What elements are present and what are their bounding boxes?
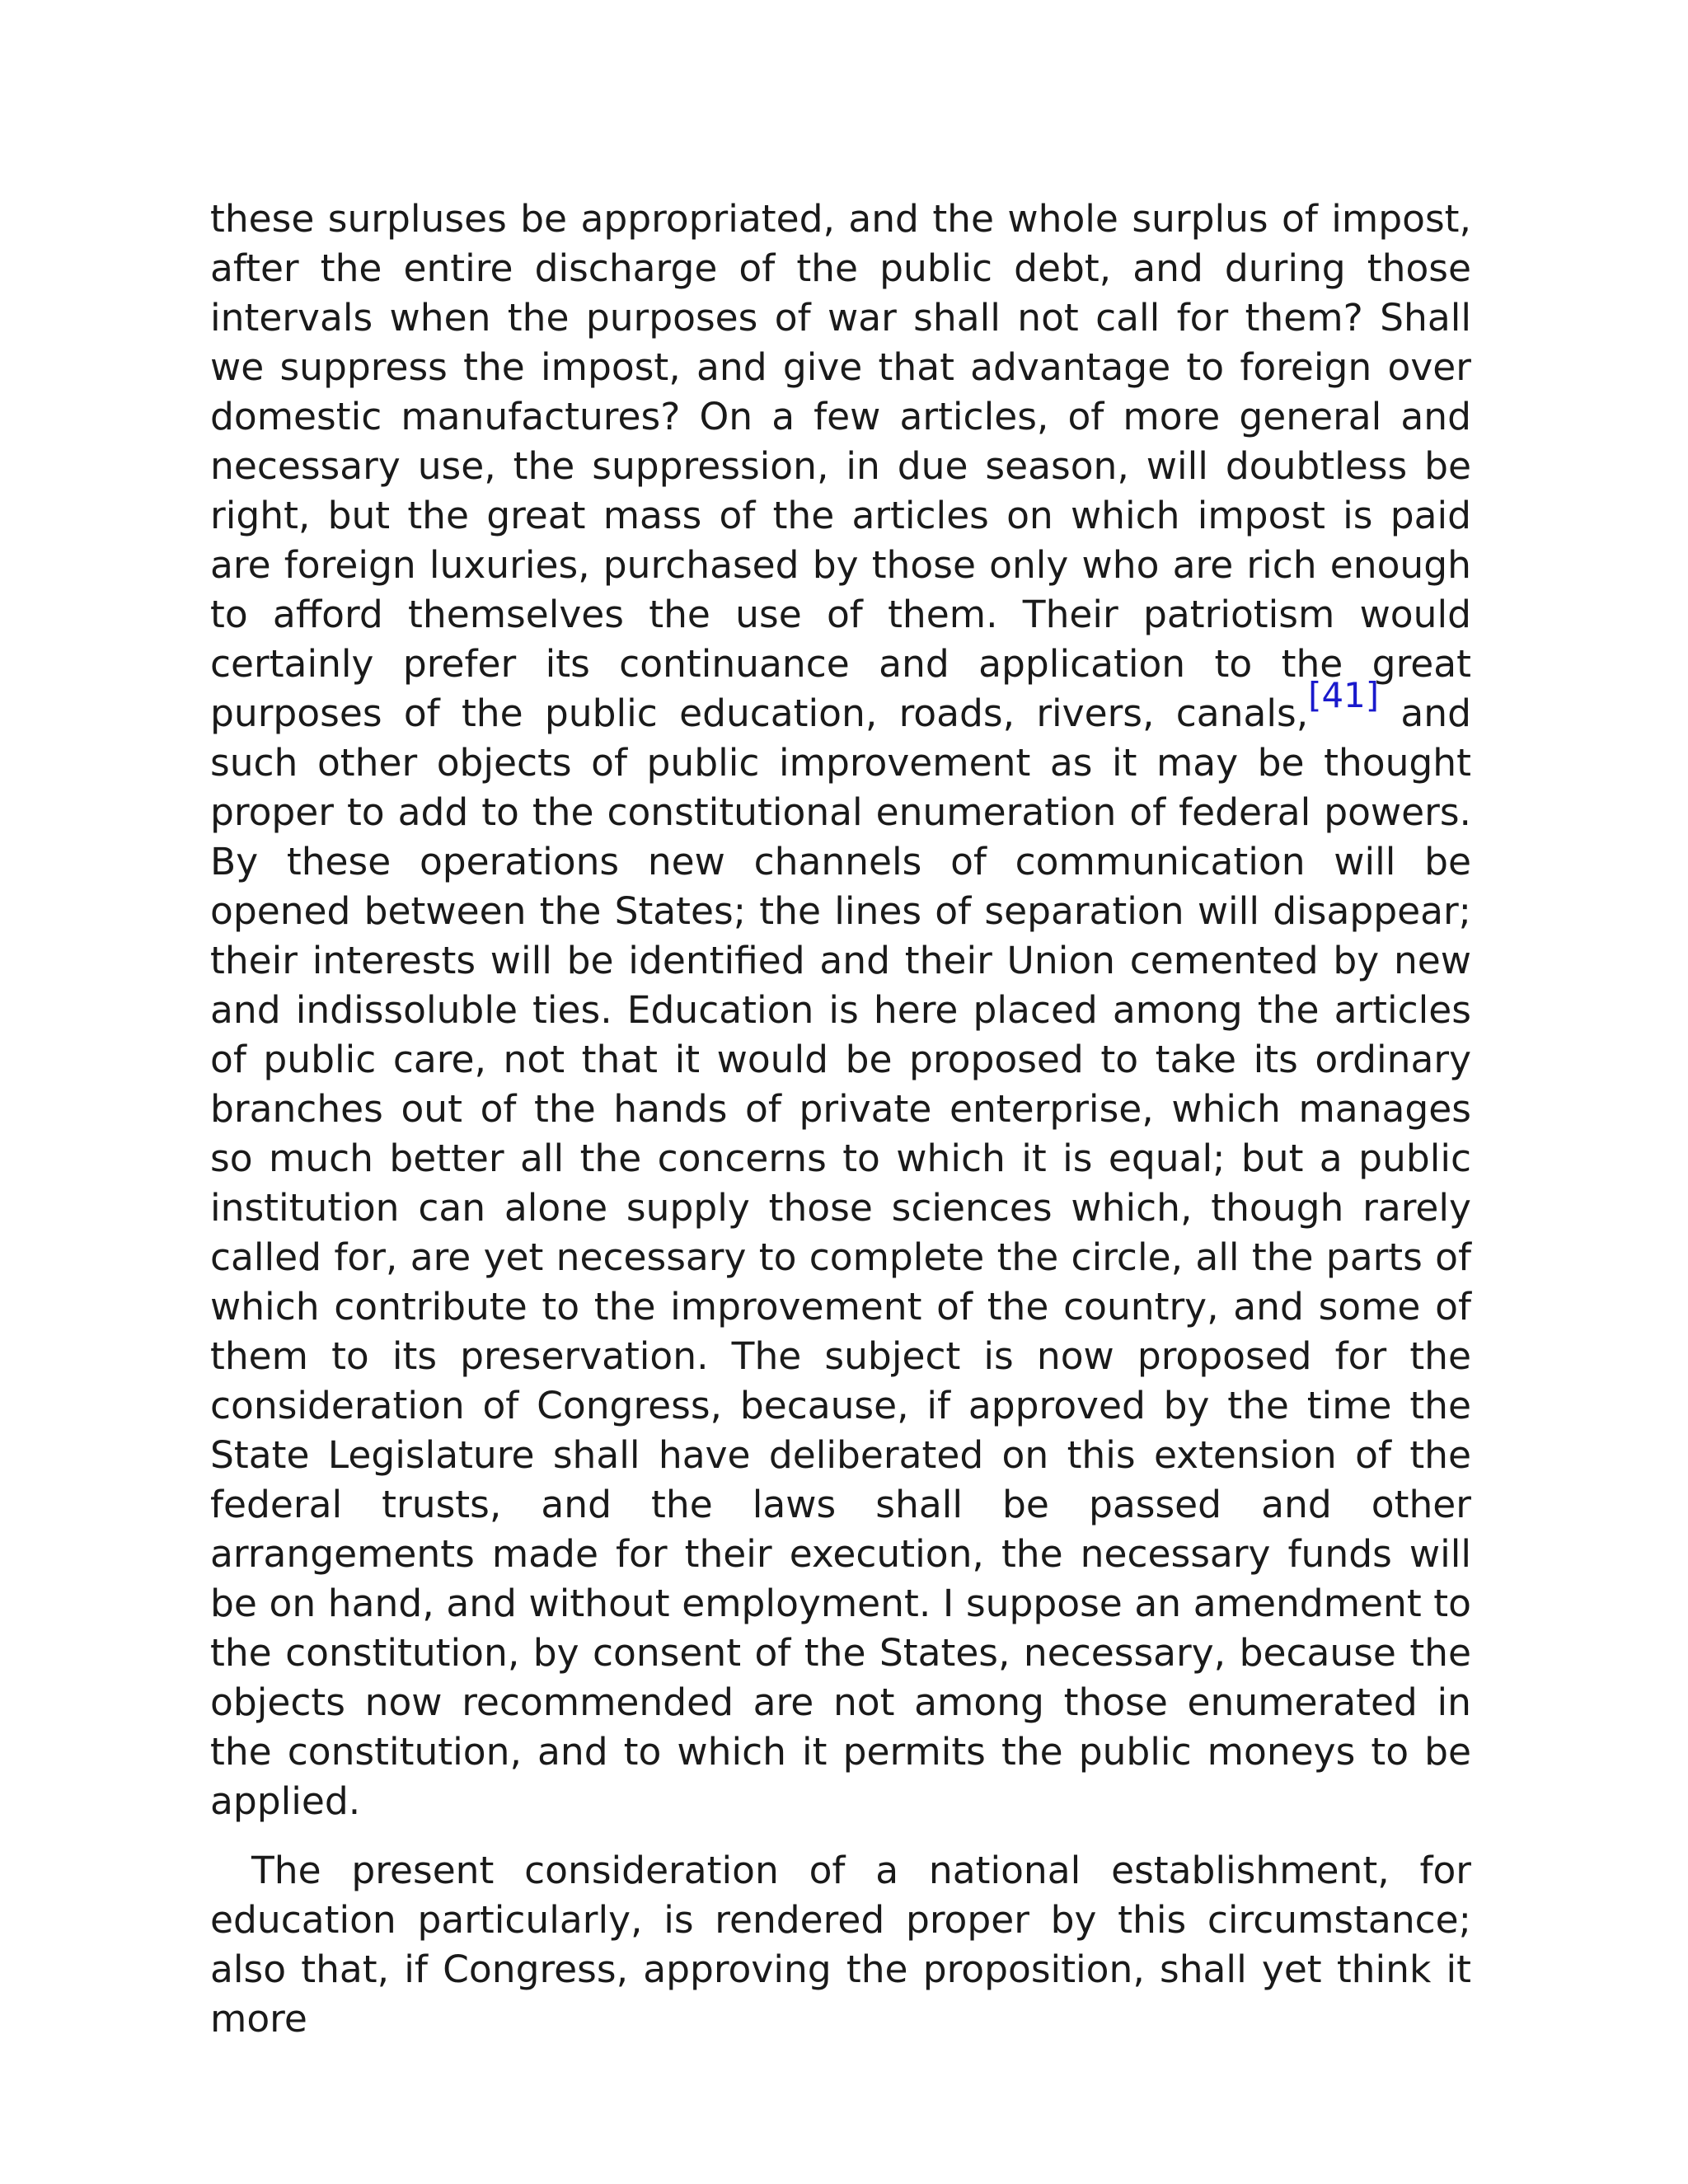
paragraph-1-text-before-note: these surpluses be appropriated, and the whole surplus of impost, after the entire discharge of the public debt, and during those intervals when the purposes of war shall not call for them? Shall we suppress the impost, and give that advantage to foreign over domestic manufactures? On a few articles, of more general and necessary use, the suppression, in due season, will doubtless be right, but the great mass of the articles on which impost is paid are foreign luxuries, purchased by those only who are rich enough to afford themselves the use of them. Their patriotism would certainly prefer its continuance and application to the great purposes of the public education, roads, rivers, canals, <box>210 197 1471 735</box>
paragraph-1-text-after-note: and such other objects of public improvement as it may be thought proper to add to the constitutional enumeration of federal powers. By these operations new channels of communication will be opened between the States; the lines of separation will disappear; their interests will be identified and their Union cemented by new and indissoluble ties. Education is here placed among the articles of public care, not that it would be proposed to take its ordinary branches out of the hands of private enterprise, which manages so much better all the concerns to which it is equal; but a public institution can alone supply those sciences which, though rarely called for, are yet necessary to complete the circle, all the parts of which contribute to the improvement of the country, and some of them to its preservation. The subject is now proposed for the consideration of Congress, because, if approved by the time the State Legislature shall have deliberated on this extension of the federal trusts, and the laws shall be passed and other arrangements made for their execution, the necessary funds will be on hand, and without employment. I suppose an amendment to the constitution, by consent of the States, necessary, because the objects now recommended are not among those enumerated in the constitution, and to which it permits the public moneys to be applied. <box>210 691 1471 1823</box>
footnote-link-41[interactable]: [41] <box>1308 674 1380 715</box>
paragraph-2: The present consideration of a national establishment, for education particularly, is rendered proper by this circumstance; also that, if Congress, approving the proposition, shall yet think it more <box>210 1849 1471 2041</box>
paragraph-1 <box>210 194 1471 1826</box>
page-body <box>210 194 1471 2044</box>
